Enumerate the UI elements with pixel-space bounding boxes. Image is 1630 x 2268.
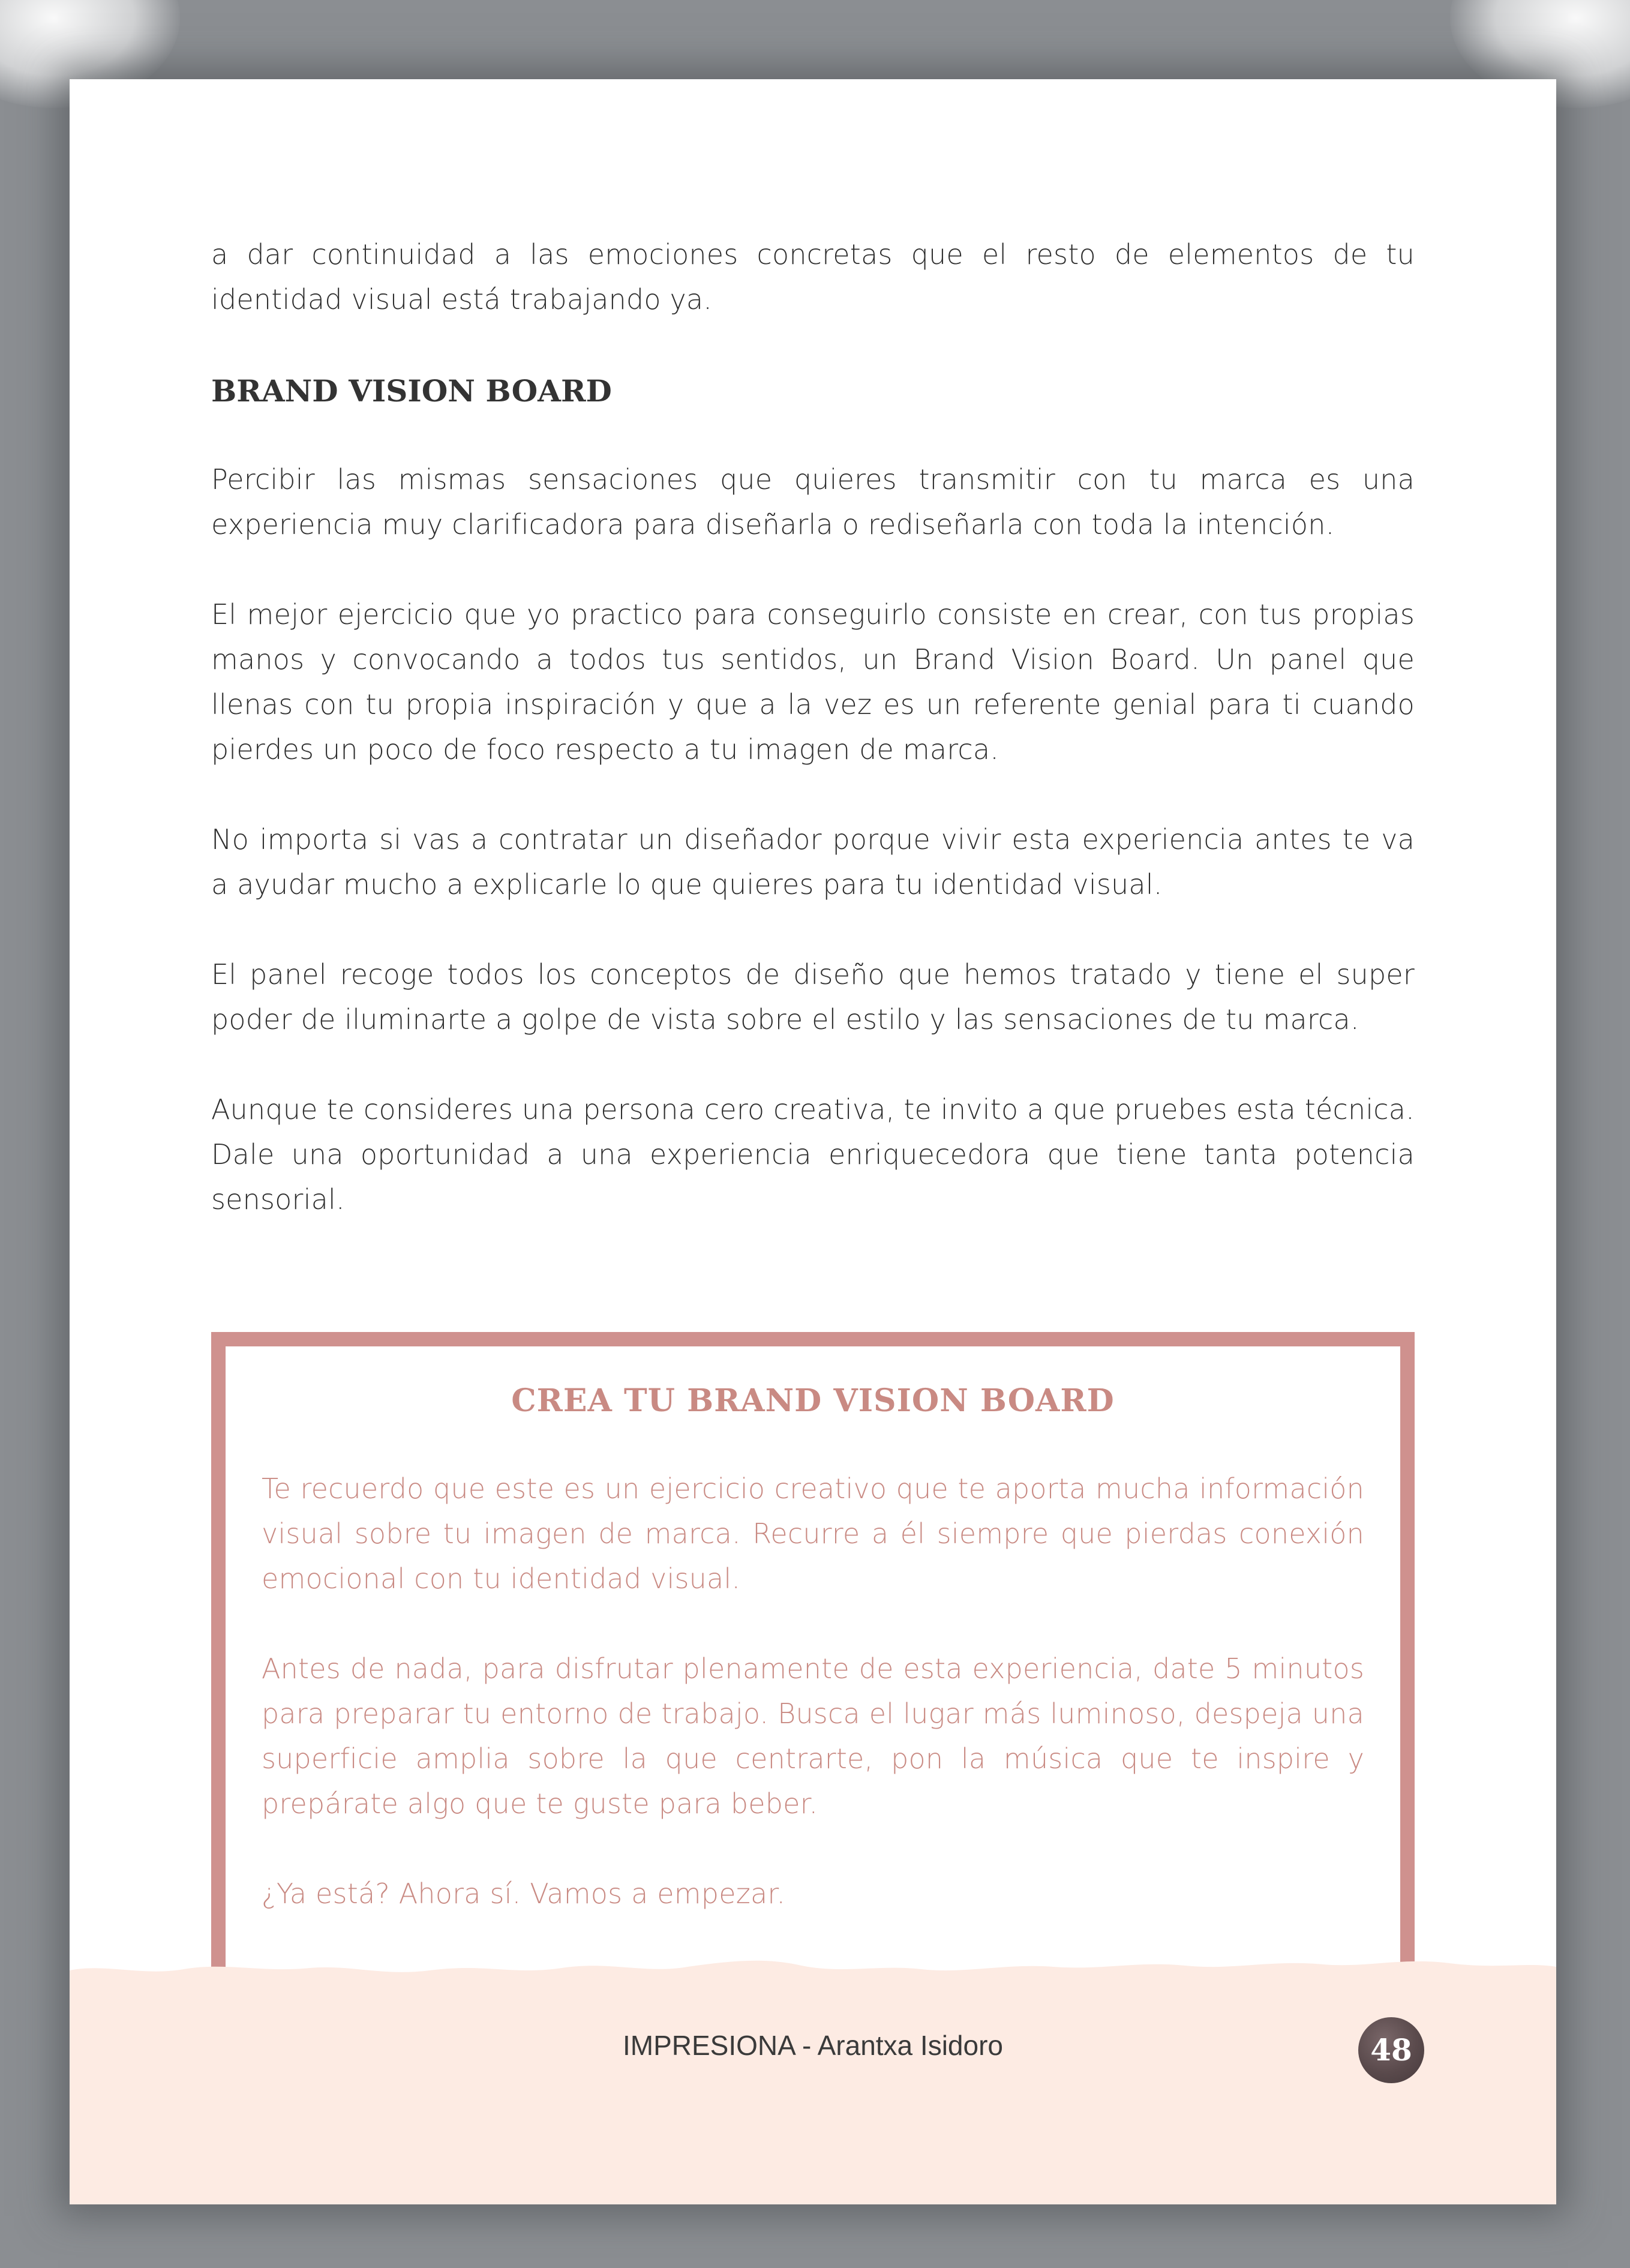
callout-box <box>211 1332 1415 1991</box>
callout-paragraph-3: ¿Ya está? Ahora sí. Vamos a empezar. <box>262 1877 786 1910</box>
section-heading: BRAND VISION BOARD <box>211 373 612 409</box>
callout-paragraph-2: Antes de nada, para disfrutar plenamente de esta experiencia, date 5 minutos para preparar tu entorno de trabajo. Busca el lugar más luminoso, despeja una superficie amplia sobre la que centrarte, pon la música que te inspire y prepárate algo que te guste para beber. <box>262 1652 1364 1820</box>
footer-text: IMPRESIONA - Arantxa Isidoro <box>622 2030 1003 2061</box>
footer-brush-shape <box>70 1952 1556 2204</box>
body-paragraph-5: Aunque te consideres una persona cero creativa, te invito a que pruebes esta técnica. Dale una oportunidad a una experiencia enriquecedora que tiene tanta potencia sensorial. <box>211 1093 1415 1216</box>
body-paragraph-4: El panel recoge todos los conceptos de diseño que hemos tratado y tiene el super poder de iluminarte a golpe de vista sobre el estilo y las sensaciones de tu marca. <box>211 958 1415 1036</box>
body-paragraph-intro: a dar continuidad a las emociones concretas que el resto de elementos de tu identidad visual está trabajando ya. <box>211 238 1415 316</box>
callout-body <box>262 1466 1364 1961</box>
callout-paragraph-1: Te recuerdo que este es un ejercicio creativo que te aporta mucha información visual sobre tu imagen de marca. Recurre a él siempre que pierdas conexión emocional con tu identidad visual. <box>262 1472 1364 1595</box>
body-paragraph-2: El mejor ejercicio que yo practico para conseguirlo consiste en crear, con tus propias manos y convocando a todos tus sentidos, un Brand Vision Board. Un panel que llenas con tu propia inspiración y que a la vez es un referente genial para ti cuando pierdes un poco de foco respecto a tu imagen de marca. <box>211 598 1415 766</box>
footer-band <box>70 1952 1556 2204</box>
document-page <box>70 79 1556 2204</box>
callout-title: CREA TU BRAND VISION BOARD <box>511 1382 1115 1419</box>
page-number-badge: 48 <box>1358 2017 1424 2083</box>
body-paragraph-3: No importa si vas a contratar un diseñador porque vivir esta experiencia antes te va a ayudar mucho a explicarle lo que quieres para tu identidad visual. <box>211 823 1415 901</box>
body-paragraph-1: Percibir las mismas sensaciones que quieres transmitir con tu marca es una experiencia muy clarificadora para diseñarla o rediseñarla con toda la intención. <box>211 463 1415 541</box>
page-content <box>211 232 1415 1267</box>
